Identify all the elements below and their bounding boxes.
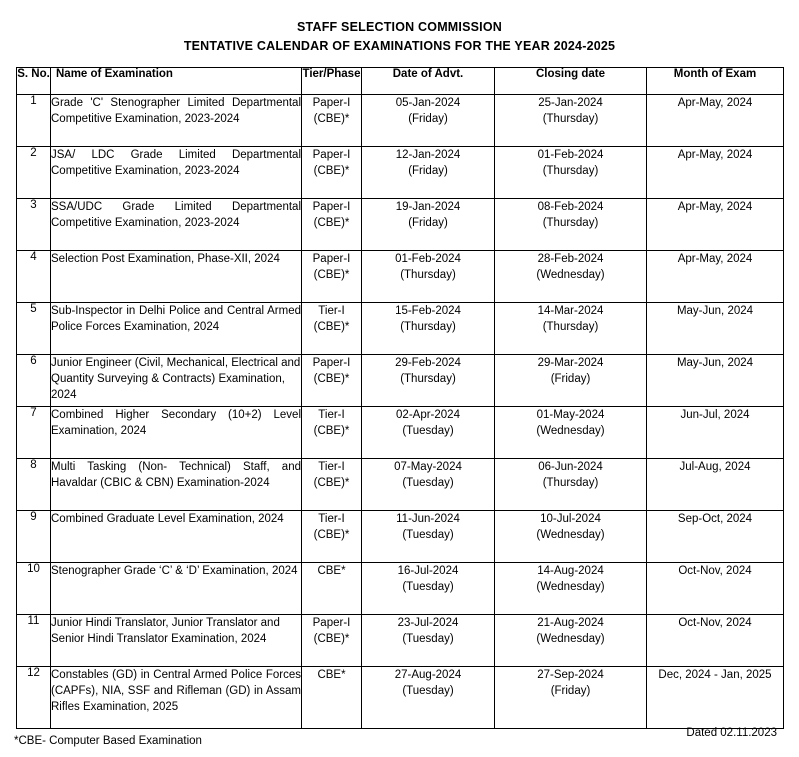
cell-date-of-advt [362, 95, 495, 147]
advt-day: (Tuesday) [402, 529, 454, 541]
advt-date: 12-Jan-2024 [395, 149, 461, 161]
cell-month-of-exam: Oct-Nov, 2024 [647, 615, 784, 667]
cell-serial-number: 9 [17, 511, 51, 563]
table-row [17, 251, 784, 303]
cell-tier-phase [302, 615, 362, 667]
closing-day: (Wednesday) [536, 529, 605, 541]
advt-date: 15-Feb-2024 [395, 305, 461, 317]
cell-serial-number: 5 [17, 303, 51, 355]
table-row [17, 147, 784, 199]
tier-line-2: (CBE)* [313, 165, 350, 177]
closing-day: (Wednesday) [536, 581, 605, 593]
cell-month-of-exam: Apr-May, 2024 [647, 147, 784, 199]
tier-line-2: (CBE)* [313, 425, 350, 437]
document-header [0, 0, 799, 56]
tier-line-2: (CBE)* [313, 269, 350, 281]
closing-date: 21-Aug-2024 [537, 617, 604, 629]
cell-closing-date [495, 511, 647, 563]
tier-line-1: CBE* [317, 565, 346, 577]
cell-month-of-exam: Dec, 2024 - Jan, 2025 [647, 667, 784, 729]
cell-closing-date [495, 407, 647, 459]
advt-day: (Tuesday) [402, 633, 454, 645]
tier-line-2: (CBE)* [313, 633, 350, 645]
tier-line-1: CBE* [317, 669, 346, 681]
closing-day: (Wednesday) [536, 425, 605, 437]
cell-tier-phase [302, 199, 362, 251]
column-header-date-of-advt: Date of Advt. [362, 68, 495, 95]
advt-day: (Tuesday) [402, 477, 454, 489]
cell-exam-name: Sub-Inspector in Delhi Police and Central Armed Police Forces Examination, 2024 [51, 303, 302, 355]
exam-calendar-table [16, 67, 784, 729]
advt-day: (Thursday) [400, 321, 456, 333]
cell-serial-number: 10 [17, 563, 51, 615]
cell-closing-date [495, 199, 647, 251]
advt-day: (Thursday) [400, 269, 456, 281]
table-row [17, 407, 784, 459]
closing-date: 27-Sep-2024 [537, 669, 604, 681]
cell-date-of-advt [362, 147, 495, 199]
advt-date: 19-Jan-2024 [395, 201, 461, 213]
cell-closing-date [495, 95, 647, 147]
cell-tier-phase [302, 147, 362, 199]
cell-exam-name: Combined Higher Secondary (10+2) Level Examination, 2024 [51, 407, 302, 459]
advt-day: (Friday) [408, 113, 448, 125]
organization-title: STAFF SELECTION COMMISSION [297, 20, 502, 34]
cell-tier-phase [302, 355, 362, 407]
cell-tier-phase [302, 459, 362, 511]
table-row [17, 511, 784, 563]
advt-date: 01-Feb-2024 [395, 253, 461, 265]
advt-date: 05-Jan-2024 [395, 97, 461, 109]
cell-date-of-advt [362, 667, 495, 729]
column-header-tier-phase: Tier/Phase [302, 68, 362, 95]
cell-date-of-advt [362, 563, 495, 615]
column-header-closing-date: Closing date [495, 68, 647, 95]
advt-day: (Friday) [408, 217, 448, 229]
table-body [17, 95, 784, 729]
closing-day: (Wednesday) [536, 633, 605, 645]
cell-date-of-advt [362, 199, 495, 251]
column-header-month-of-exam: Month of Exam [647, 68, 784, 95]
cell-exam-name: Combined Graduate Level Examination, 2024 [51, 511, 302, 563]
cell-month-of-exam: Jul-Aug, 2024 [647, 459, 784, 511]
cell-month-of-exam: Oct-Nov, 2024 [647, 563, 784, 615]
tier-line-1: Tier-I [318, 461, 345, 473]
cell-tier-phase [302, 303, 362, 355]
table-row [17, 615, 784, 667]
closing-date: 14-Aug-2024 [537, 565, 604, 577]
cell-date-of-advt [362, 355, 495, 407]
closing-date: 01-May-2024 [536, 409, 605, 421]
tier-line-2: (CBE)* [313, 321, 350, 333]
cell-exam-name: SSA/UDC Grade Limited Departmental Competitive Examination, 2023-2024 [51, 199, 302, 251]
cell-month-of-exam: Jun-Jul, 2024 [647, 407, 784, 459]
tier-line-1: Paper-I [312, 97, 351, 109]
cell-exam-name: Junior Hindi Translator, Junior Translator and Senior Hindi Translator Examination, 2024 [51, 615, 302, 667]
cell-serial-number: 4 [17, 251, 51, 303]
column-header-serial-number: S. No. [17, 68, 51, 95]
cell-serial-number: 8 [17, 459, 51, 511]
cell-exam-name: Constables (GD) in Central Armed Police Forces (CAPFs), NIA, SSF and Rifleman (GD) in Assam Rifles Examination, 2025 [51, 667, 302, 729]
cell-exam-name: Stenographer Grade ‘C’ & ‘D’ Examination, 2024 [51, 563, 302, 615]
cell-serial-number: 6 [17, 355, 51, 407]
cbe-footnote: *CBE- Computer Based Examination [14, 735, 202, 747]
closing-date: 25-Jan-2024 [538, 97, 603, 109]
tier-line-1: Paper-I [312, 357, 351, 369]
cell-closing-date [495, 615, 647, 667]
closing-day: (Friday) [550, 685, 591, 697]
closing-date: 10-Jul-2024 [540, 513, 601, 525]
cell-exam-name: JSA/ LDC Grade Limited Departmental Competitive Examination, 2023-2024 [51, 147, 302, 199]
table-header [17, 68, 784, 95]
cell-month-of-exam: May-Jun, 2024 [647, 355, 784, 407]
tier-line-2: (CBE)* [313, 477, 350, 489]
cell-tier-phase [302, 667, 362, 729]
cell-date-of-advt [362, 407, 495, 459]
cell-closing-date [495, 251, 647, 303]
tier-line-1: Tier-I [318, 305, 345, 317]
closing-day: (Thursday) [542, 217, 599, 229]
closing-date: 01-Feb-2024 [537, 149, 604, 161]
closing-day: (Thursday) [542, 321, 599, 333]
tier-line-1: Paper-I [312, 201, 351, 213]
table-row [17, 199, 784, 251]
cell-tier-phase [302, 95, 362, 147]
cell-serial-number: 12 [17, 667, 51, 729]
tier-line-1: Paper-I [312, 617, 351, 629]
tier-line-2: (CBE)* [313, 373, 350, 385]
dated-line: Dated 02.11.2023 [686, 727, 777, 739]
closing-date: 29-Mar-2024 [537, 357, 604, 369]
cell-closing-date [495, 303, 647, 355]
document-subtitle: TENTATIVE CALENDAR OF EXAMINATIONS FOR THE YEAR 2024-2025 [183, 39, 616, 53]
advt-day: (Thursday) [400, 373, 456, 385]
closing-date: 14-Mar-2024 [537, 305, 604, 317]
exam-calendar-table-wrapper [16, 67, 783, 729]
cell-tier-phase [302, 563, 362, 615]
advt-day: (Friday) [408, 165, 448, 177]
tier-line-1: Paper-I [312, 149, 351, 161]
table-header-row [17, 68, 784, 95]
advt-day: (Tuesday) [402, 425, 454, 437]
cell-closing-date [495, 667, 647, 729]
cell-month-of-exam: Apr-May, 2024 [647, 251, 784, 303]
closing-day: (Thursday) [542, 477, 599, 489]
closing-date: 28-Feb-2024 [537, 253, 604, 265]
tier-line-1: Tier-I [318, 409, 345, 421]
cell-date-of-advt [362, 303, 495, 355]
closing-date: 08-Feb-2024 [537, 201, 604, 213]
tier-line-1: Tier-I [318, 513, 345, 525]
cell-serial-number: 1 [17, 95, 51, 147]
advt-day: (Tuesday) [402, 581, 454, 593]
tier-line-2: (CBE)* [313, 113, 350, 125]
tier-line-2: (CBE)* [313, 217, 350, 229]
cell-serial-number: 11 [17, 615, 51, 667]
advt-date: 11-Jun-2024 [396, 513, 460, 525]
advt-date: 02-Apr-2024 [396, 409, 460, 421]
advt-date: 07-May-2024 [394, 461, 462, 473]
cell-month-of-exam: Apr-May, 2024 [647, 95, 784, 147]
cell-tier-phase [302, 251, 362, 303]
advt-date: 29-Feb-2024 [395, 357, 461, 369]
cell-serial-number: 3 [17, 199, 51, 251]
cell-exam-name: Grade 'C' Stenographer Limited Departmental Competitive Examination, 2023-2024 [51, 95, 302, 147]
cell-exam-name: Junior Engineer (Civil, Mechanical, Electrical and Quantity Surveying & Contracts) Examination, 2024 [51, 355, 302, 407]
cell-month-of-exam: Apr-May, 2024 [647, 199, 784, 251]
cell-date-of-advt [362, 615, 495, 667]
cell-month-of-exam: May-Jun, 2024 [647, 303, 784, 355]
tier-line-1: Paper-I [312, 253, 351, 265]
cell-closing-date [495, 563, 647, 615]
advt-date: 27-Aug-2024 [394, 669, 462, 681]
cell-tier-phase [302, 407, 362, 459]
cell-date-of-advt [362, 251, 495, 303]
tier-line-2: (CBE)* [313, 529, 350, 541]
cell-closing-date [495, 355, 647, 407]
table-row [17, 303, 784, 355]
cell-tier-phase [302, 511, 362, 563]
table-row [17, 563, 784, 615]
cell-exam-name: Selection Post Examination, Phase-XII, 2024 [51, 251, 302, 303]
advt-day: (Tuesday) [402, 685, 454, 697]
column-header-exam-name: Name of Examination [51, 68, 302, 95]
table-row [17, 355, 784, 407]
table-row [17, 95, 784, 147]
cell-exam-name: Multi Tasking (Non- Technical) Staff, and Havaldar (CBIC & CBN) Examination-2024 [51, 459, 302, 511]
closing-day: (Friday) [550, 373, 591, 385]
cell-date-of-advt [362, 511, 495, 563]
cell-month-of-exam: Sep-Oct, 2024 [647, 511, 784, 563]
advt-date: 23-Jul-2024 [397, 617, 459, 629]
closing-day: (Thursday) [542, 113, 599, 125]
closing-day: (Thursday) [542, 165, 599, 177]
closing-date: 06-Jun-2024 [538, 461, 603, 473]
table-row [17, 667, 784, 729]
cell-serial-number: 2 [17, 147, 51, 199]
advt-date: 16-Jul-2024 [397, 565, 459, 577]
cell-serial-number: 7 [17, 407, 51, 459]
cell-date-of-advt [362, 459, 495, 511]
table-row [17, 459, 784, 511]
closing-day: (Wednesday) [536, 269, 605, 281]
cell-closing-date [495, 147, 647, 199]
cell-closing-date [495, 459, 647, 511]
